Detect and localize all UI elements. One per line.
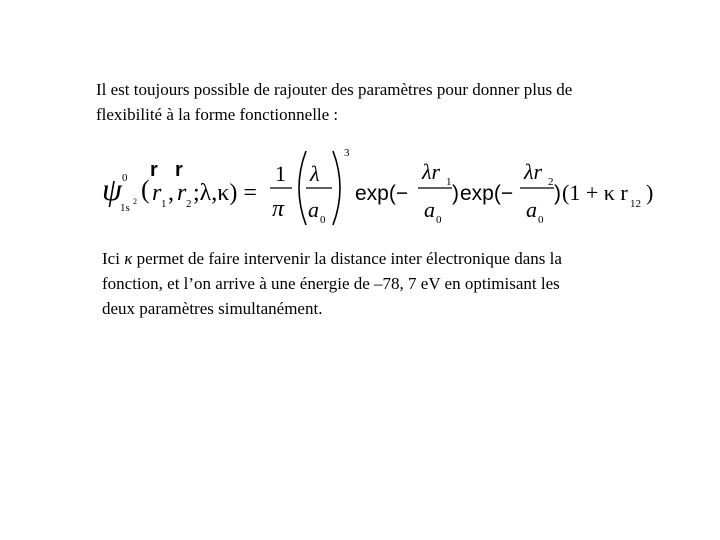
outro-line-2: fonction, et l’on arrive à une énergie de –78, 7 eV en optimisant les [102,274,560,293]
formula-tail: (1 + κ r [562,180,628,205]
formula-psi-superscript: 0 [122,172,128,184]
formula-exp2-denominator: a [526,197,537,222]
formula-comma: , [168,180,174,206]
formula-psi-subscript-power: 2 [133,197,137,206]
formula-tail-close: ) [646,180,654,205]
formula-a0: a [308,197,319,222]
formula-r1-subscript: 1 [161,198,167,210]
formula-r2-subscript: 2 [186,198,192,210]
formula-exp1-numerator-subscript: 1 [446,176,452,188]
formula-big-left-paren [299,151,306,225]
outro-line-1-end: permet de faire intervenir la distance inter électronique dans la [132,249,562,268]
outro-line-1 [102,246,562,271]
formula-exp2-numerator: λr [524,159,543,184]
formula-exp2-prefix: exp(− [460,182,514,205]
formula-tail-subscript: 12 [630,198,641,210]
formula-pi: π [272,196,285,222]
formula-psi: ψ [102,171,122,207]
formula-params: ;λ,κ) = [193,180,257,206]
formula-exp2-numerator-subscript: 2 [548,176,554,188]
formula-vector-arrow-1: r [150,159,158,181]
intro-line-1: Il est toujours possible de rajouter des paramètres pour donner plus de [96,80,573,99]
wavefunction-formula [100,143,670,233]
formula-exp1-denominator: a [424,197,435,222]
formula-open-paren: ( [141,175,150,204]
formula-one: 1 [275,161,286,186]
formula-r2: r [177,180,187,206]
formula-exp2-denominator-subscript: 0 [538,214,544,226]
outro-kappa-symbol: κ [124,249,133,268]
outro-line-3: deux paramètres simultanément. [102,299,323,318]
formula-vector-arrow-2: r [175,159,183,181]
formula-cube-exponent: 3 [344,147,350,159]
formula-exp1-denominator-subscript: 0 [436,214,442,226]
intro-line-2: flexibilité à la forme fonctionnelle : [96,105,339,124]
formula-exp2-close: ) [554,182,561,205]
formula-r1: r [152,180,162,206]
intro-paragraph [96,77,572,127]
formula-exp1-prefix: exp(− [355,182,409,205]
formula-exp1-numerator: λr [422,159,441,184]
formula-lambda: λ [310,161,320,186]
formula-a0-subscript: 0 [320,214,326,226]
formula-big-right-paren [333,151,340,225]
outro-paragraph [102,246,562,321]
formula-exp1-close: ) [452,182,459,205]
outro-line-1-start: Ici [102,249,125,268]
formula-psi-subscript: 1s [120,202,130,214]
